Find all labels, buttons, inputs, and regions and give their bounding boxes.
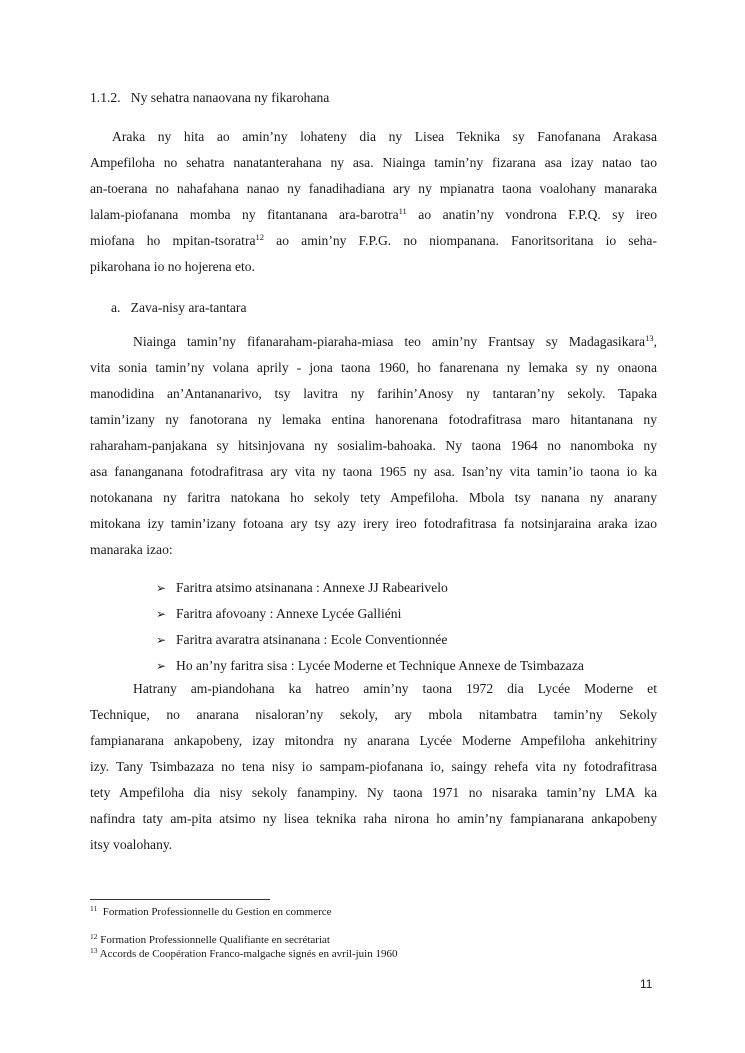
footnote-number: 13	[90, 946, 98, 955]
text-run: lalam-piofanana momba ny fitantanana ara-barotra	[90, 207, 399, 222]
footnote-number: 12	[90, 932, 98, 941]
footnote-11	[90, 906, 332, 918]
list-item-text: Faritra avaratra atsinanana : Ecole Conventionnée	[176, 632, 448, 647]
subsection-heading	[111, 300, 678, 316]
text-run: ao anatin’ny vondrona F.P.Q. sy ireo	[406, 207, 657, 222]
paragraph-line: tamin’izany ny fanotorana ny lemaka entina hanorenana fotodrafitrasa maro hitantanana ny	[90, 412, 657, 427]
paragraph-line: an-toerana no nahafahana nanao ny fanadihadiana ary ny mpianatra taona voalohany manaraka	[90, 181, 657, 196]
paragraph-line: fampianarana ankapobeny, izay mitondra ny anarana Lycée Moderne Ampefiloha ankehitriny	[90, 733, 657, 748]
paragraph-line: Technique, no anarana nisaloran’ny sekoly, ary mbola nitambatra tamin’ny Sekoly	[90, 707, 657, 722]
section-heading	[90, 90, 657, 106]
footnote-text: Formation Professionnelle du Gestion en commerce	[102, 906, 332, 918]
list-item	[156, 606, 401, 622]
arrow-bullet-icon: ➢	[156, 607, 167, 621]
paragraph-line	[90, 233, 657, 259]
footnote-divider	[90, 899, 270, 900]
paragraph-line	[90, 207, 657, 233]
paragraph-line: Hatrany am-piandohana ka hatreo amin’ny taona 1972 dia Lycée Moderne et	[133, 681, 657, 696]
text-run: miofana ho mpitan-tsoratra	[90, 233, 256, 248]
paragraph-line: notokanana ny faritra natokana ho sekoly tety Ampefiloha. Mbola tsy nanana ny anarany	[90, 490, 657, 505]
text-run: ao amin’ny F.P.G. no niompanana. Fanoritsoritana io seha-	[264, 233, 657, 248]
paragraph-line: nafindra taty am-pita atsimo ny lisea teknika raha nirona ho amin’ny fampianarana ankapobeny	[90, 811, 657, 826]
list-item-text: Faritra atsimo atsinanana : Annexe JJ Rabearivelo	[176, 580, 448, 595]
footnote-ref-11[interactable]: 11	[398, 206, 407, 216]
arrow-bullet-icon: ➢	[156, 659, 167, 673]
arrow-bullet-icon: ➢	[156, 633, 167, 647]
paragraph-line: mitokana izy tamin’izany fotoana ary tsy azy irery ireo fotodrafitrasa fa notsinjaraina araka izao	[90, 516, 657, 531]
paragraph-line: asa fananganana fotodrafitrasa ary vita ny taona 1965 ny asa. Isan’ny vita tamin’io taona io ka	[90, 464, 657, 479]
paragraph-line: manaraka izao:	[90, 542, 173, 557]
page-number: 11	[640, 977, 653, 991]
text-run: ,	[653, 334, 657, 349]
list-item-text: Faritra afovoany : Annexe Lycée Galliéni	[176, 606, 402, 621]
footnote-text: Formation Professionnelle Qualifiante en secrétariat	[100, 934, 330, 946]
list-item-text: Ho an’ny faritra sisa : Lycée Moderne et Technique Annexe de Tsimbazaza	[176, 658, 584, 673]
section-number: 1.1.2.	[90, 90, 121, 105]
paragraph-line: vita sonia tamin’ny volana aprily - jona taona 1960, ho fanarenana ny lemaka sy ny onaona	[90, 360, 657, 375]
section-title: Ny sehatra nanaovana ny fikarohana	[130, 90, 330, 105]
subsection-title: Zava-nisy ara-tantara	[130, 300, 247, 315]
paragraph-line: pikarohana io no hojerena eto.	[90, 259, 255, 274]
arrow-bullet-icon: ➢	[156, 581, 167, 595]
paragraph-line: itsy voalohany.	[90, 837, 173, 852]
list-item	[156, 658, 584, 674]
footnote-12	[90, 934, 330, 946]
paragraph-2	[90, 334, 657, 568]
paragraph-line: manodidina an’Antananarivo, tsy lavitra ny farihin’Anosy ny tantaran’ny sekoly. Tapaka	[90, 386, 657, 401]
paragraph-1	[90, 129, 657, 285]
paragraph-line	[90, 334, 657, 360]
footnote-ref-13[interactable]: 13	[645, 333, 654, 343]
list-item	[156, 580, 448, 596]
footnote-number: 11	[90, 904, 98, 913]
paragraph-line: raharaham-panjakana sy hitsinjovana ny sosialim-bahoaka. Ny taona 1964 no nanomboka ny	[90, 438, 657, 453]
footnote-ref-12[interactable]: 12	[255, 232, 265, 242]
subsection-letter: a.	[111, 300, 121, 315]
text-run: Niainga tamin’ny fifanaraham-piaraha-miasa teo amin’ny Frantsay sy Madagasikara	[133, 334, 646, 349]
paragraph-line: Araka ny hita ao amin’ny lohateny dia ny Lisea Teknika sy Fanofanana Arakasa	[112, 129, 657, 144]
paragraph-3	[90, 681, 657, 863]
footnote-13	[90, 948, 397, 960]
paragraph-line: izy. Tany Tsimbazaza no tena nisy io sampam-piofanana io, saingy rehefa vita ny fotodrafitrasa	[90, 759, 657, 774]
paragraph-line: Ampefiloha no sehatra nanatanterahana ny asa. Niainga tamin’ny fizarana asa izay natao tao	[90, 155, 657, 170]
footnote-text: Accords de Coopération Franco-malgache signés en avril-juin 1960	[99, 948, 398, 960]
list-item	[156, 632, 447, 648]
paragraph-line: tety Ampefiloha dia nisy sekoly fanampiny. Ny taona 1971 no nisaraka tamin’ny LMA ka	[90, 785, 657, 800]
